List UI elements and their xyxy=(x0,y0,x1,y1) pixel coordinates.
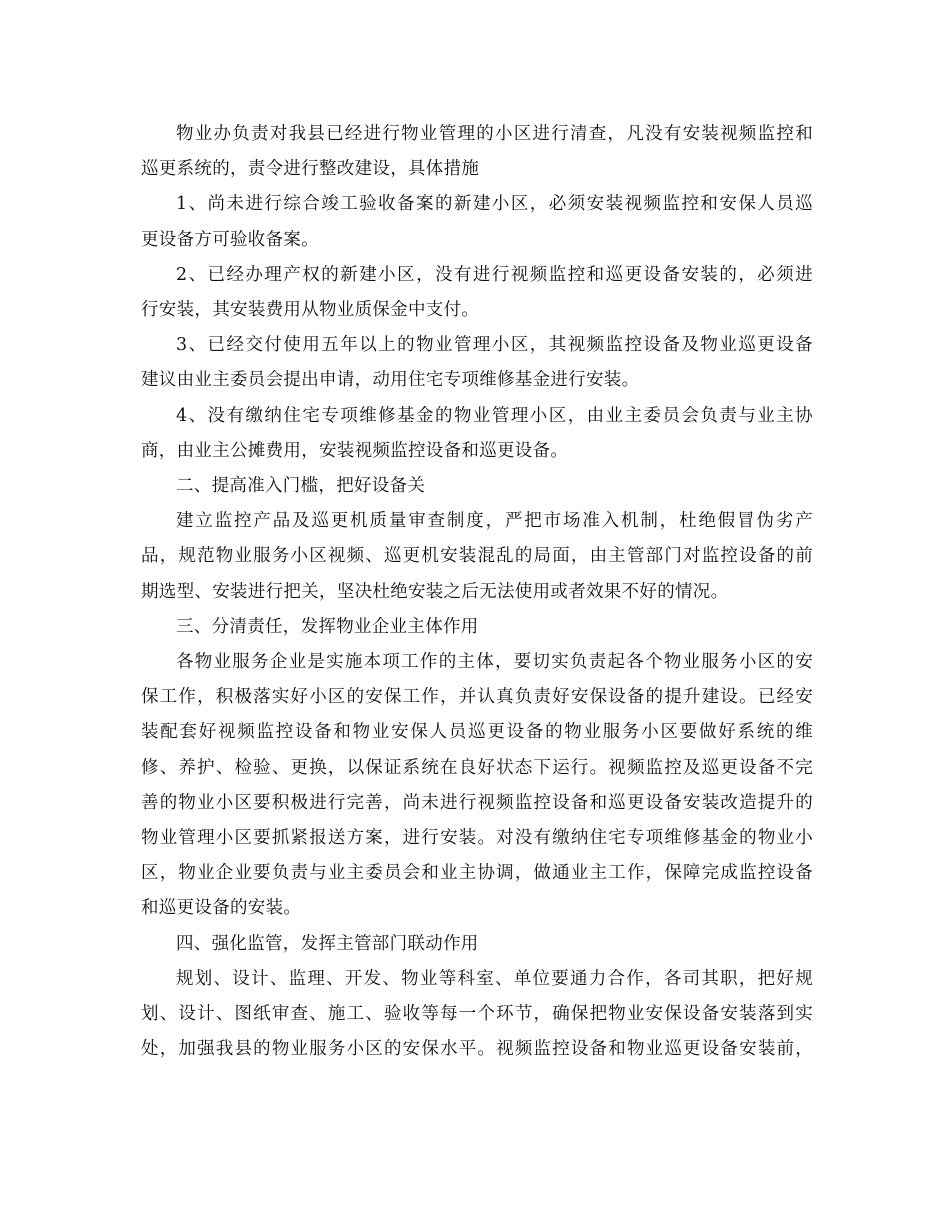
text-line: 处，加强我县的物业服务小区的安保水平。视频监控设备和物业巡更设备安装前， xyxy=(141,1039,813,1060)
paragraph xyxy=(141,469,813,504)
text-line: 3、已经交付使用五年以上的物业管理小区，其视频监控设备及物业巡更设备 xyxy=(176,335,813,356)
paragraph xyxy=(141,187,813,257)
text-line: 物业办负责对我县已经进行物业管理的小区进行清查，凡没有安装视频监控和 xyxy=(176,124,813,144)
text-line: 期选型、安装进行把关，坚决杜绝安装之后无法使用或者效果不好的情况。 xyxy=(141,581,729,602)
paragraph xyxy=(141,610,813,645)
paragraph xyxy=(141,927,813,962)
text-line: 和巡更设备的安装。 xyxy=(141,898,302,919)
text-line: 行安装，其安装费用从物业质保金中支付。 xyxy=(141,300,480,321)
document-page xyxy=(141,117,813,1067)
text-line: 各物业服务企业是实施本项工作的主体，要切实负责起各个物业服务小区的安 xyxy=(176,652,813,673)
text-line: 建议由业主委员会提出申请，动用住宅专项维修基金进行安装。 xyxy=(141,370,640,391)
text-line: 三、分清责任，发挥物业企业主体作用 xyxy=(176,616,479,637)
text-line: 区，物业企业要负责与业主委员会和业主协调，做通业主工作，保障完成监控设备 xyxy=(141,863,813,884)
text-line: 2、已经办理产权的新建小区，没有进行视频监控和巡更设备安装的，必须进 xyxy=(176,264,813,285)
paragraph xyxy=(141,504,813,610)
text-line: 物业管理小区要抓紧报送方案，进行安装。对没有缴纳住宅专项维修基金的物业小 xyxy=(141,828,813,849)
text-line: 巡更系统的，责令进行整改建设，具体措施 xyxy=(141,159,480,180)
text-line: 善的物业小区要积极进行完善，尚未进行视频监控设备和巡更设备安装改造提升的 xyxy=(141,792,813,813)
text-line: 四、强化监管，发挥主管部门联动作用 xyxy=(176,933,479,954)
paragraph xyxy=(141,117,813,187)
text-line: 品，规范物业服务小区视频、巡更机安装混乱的局面，由主管部门对监控设备的前 xyxy=(141,546,813,567)
text-line: 保工作，积极落实好小区的安保工作，并认真负责好安保设备的提升建设。已经安 xyxy=(141,687,813,708)
paragraph xyxy=(141,962,813,1068)
text-line: 更设备方可验收备案。 xyxy=(141,229,319,250)
text-line: 修、养护、检验、更换，以保证系统在良好状态下运行。视频监控及巡更设备不完 xyxy=(141,757,813,778)
text-line: 规划、设计、监理、开发、物业等科室、单位要通力合作，各司其职，把好规 xyxy=(176,968,813,989)
text-line: 装配套好视频监控设备和物业安保人员巡更设备的物业服务小区要做好系统的维 xyxy=(141,722,813,743)
paragraph xyxy=(141,645,813,927)
paragraph xyxy=(141,328,813,398)
text-line: 4、没有缴纳住宅专项维修基金的物业管理小区，由业主委员会负责与业主协 xyxy=(176,405,813,426)
text-line: 划、设计、图纸审查、施工、验收等每一个环节，确保把物业安保设备安装落到实 xyxy=(141,1004,813,1025)
text-line: 1、尚未进行综合竣工验收备案的新建小区，必须安装视频监控和安保人员巡 xyxy=(176,194,813,215)
text-line: 二、提高准入门槛，把好设备关 xyxy=(176,476,426,497)
paragraph xyxy=(141,399,813,469)
text-line: 商，由业主公摊费用，安装视频监控设备和巡更设备。 xyxy=(141,440,569,461)
paragraph xyxy=(141,258,813,328)
text-line: 建立监控产品及巡更机质量审查制度，严把市场准入机制，杜绝假冒伪劣产 xyxy=(176,511,813,532)
